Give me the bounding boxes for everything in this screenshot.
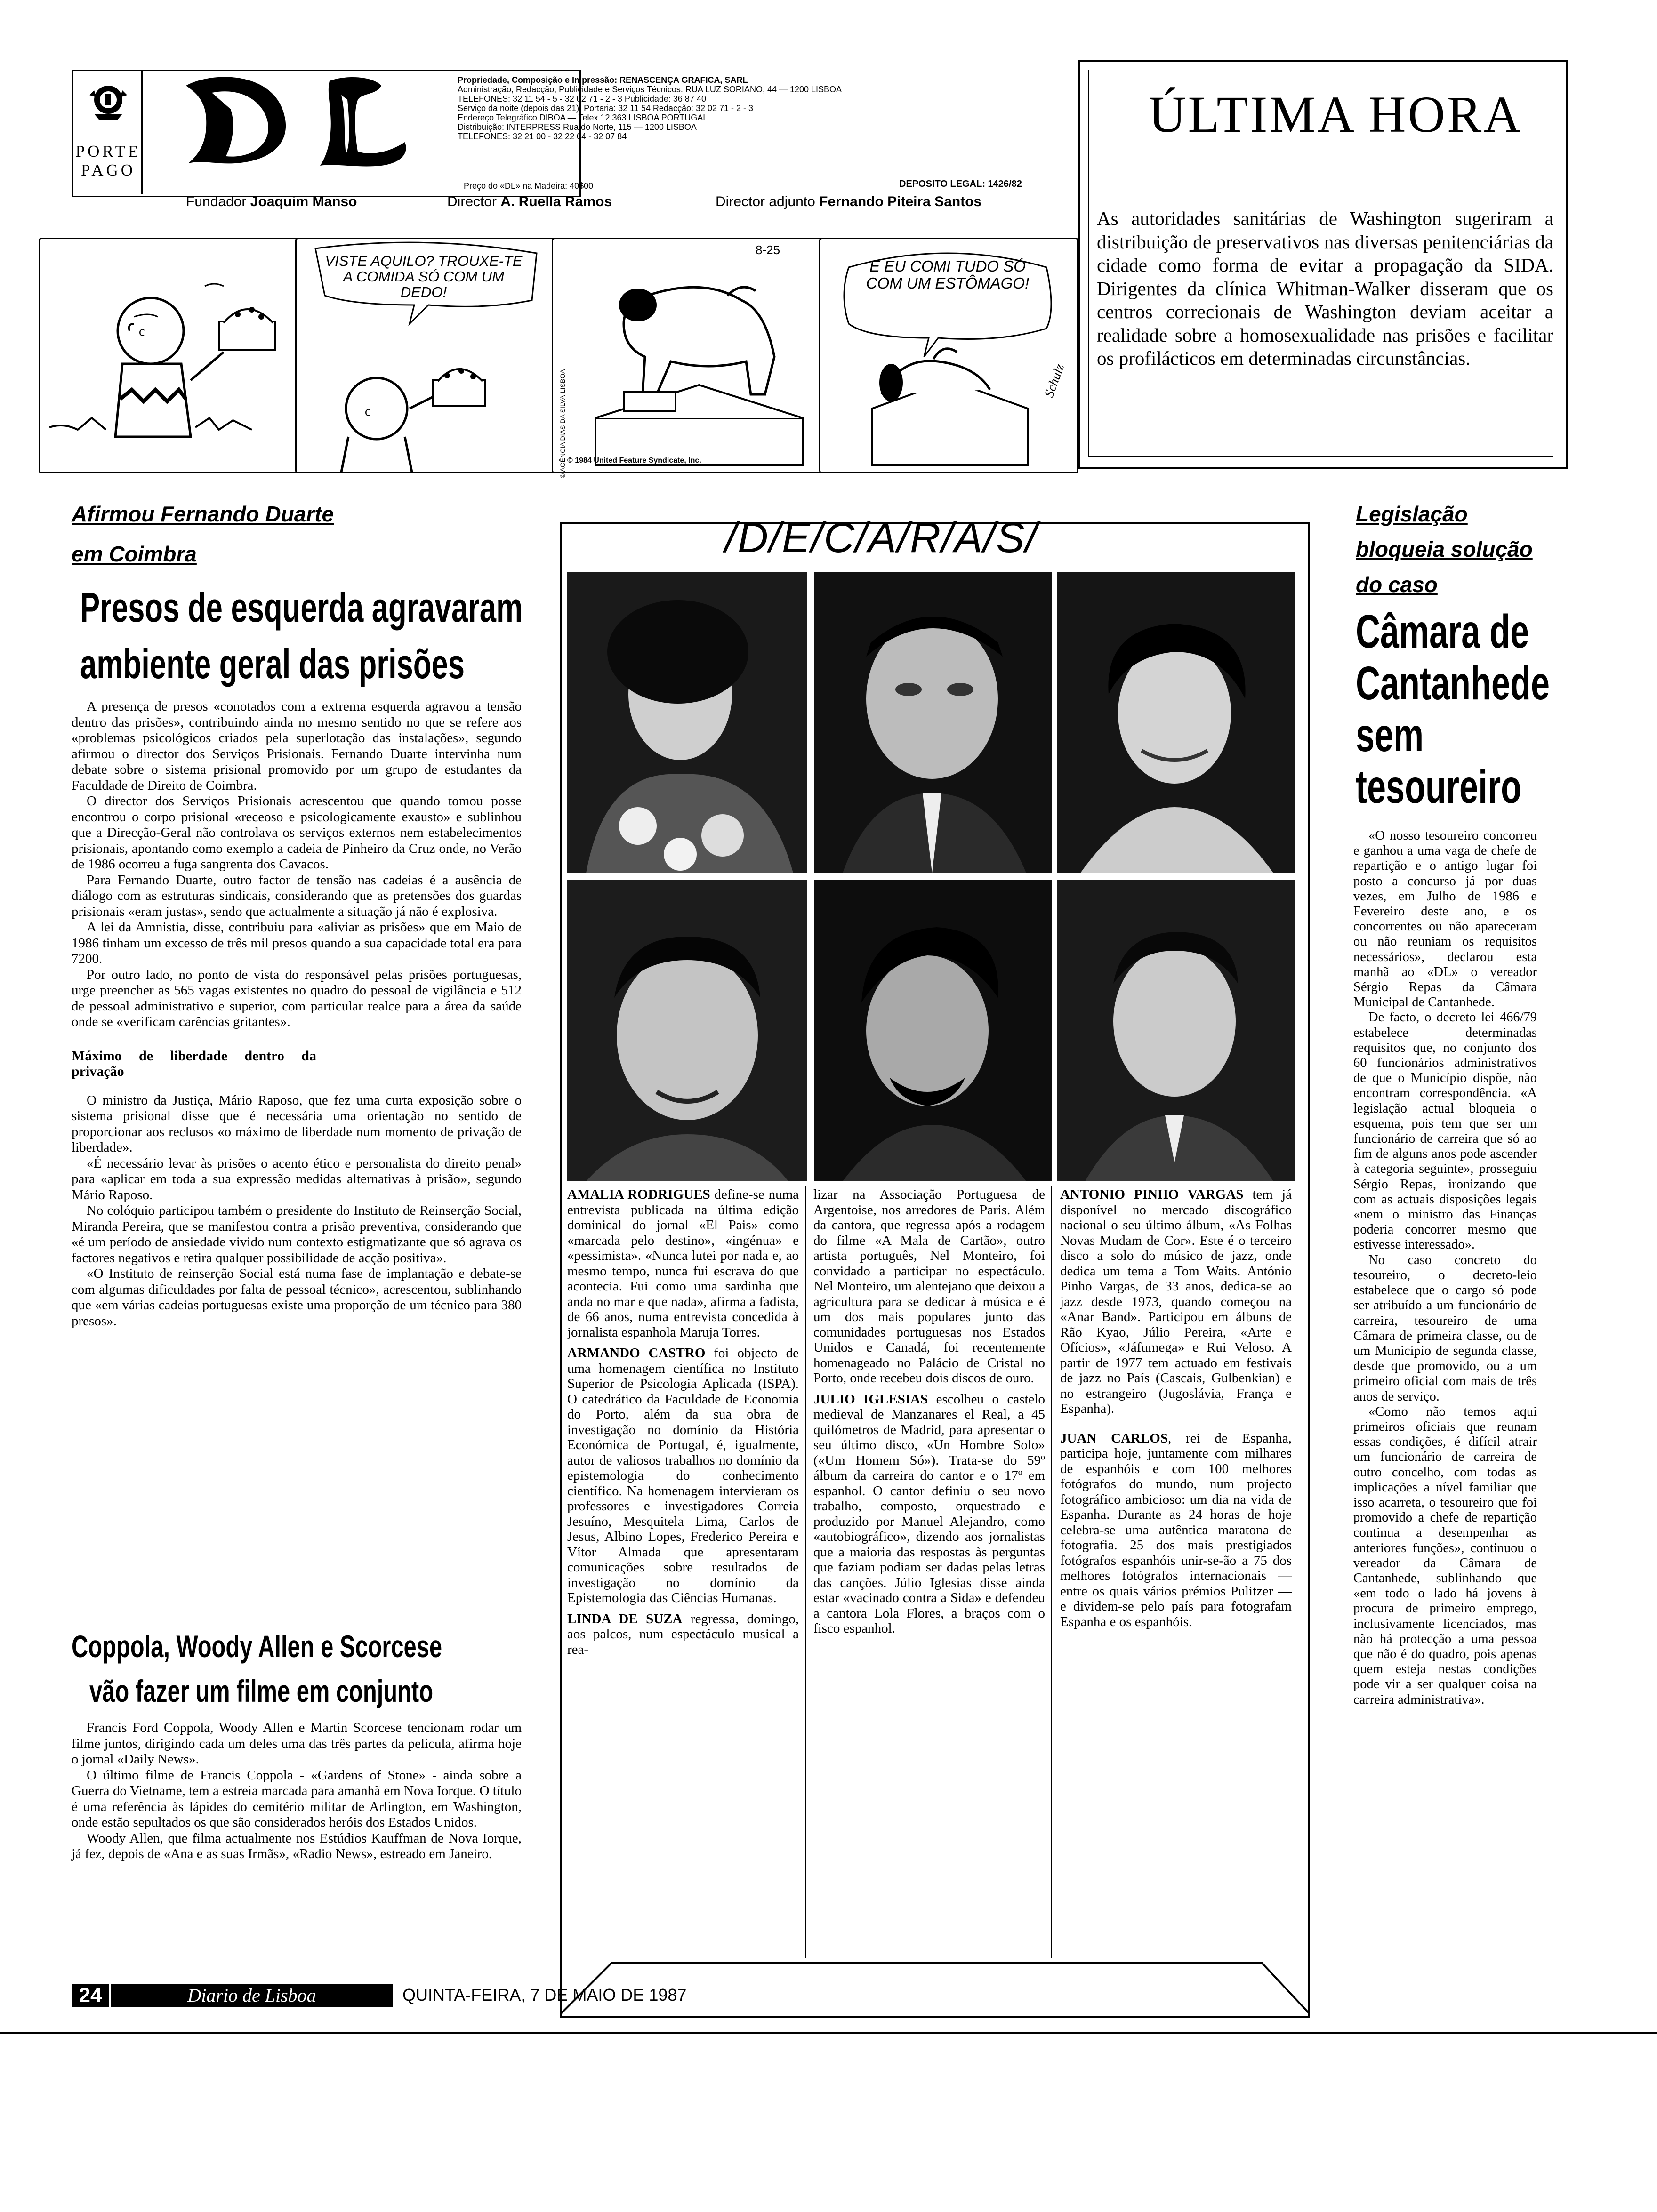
- prisoes-paragraph: Para Fernando Duarte, outro factor de tensão nas cadeias é a ausência de diálogo com as estruturas sindicais, considerando que as pretensões dos guardas prisionais «eram justas», sendo que actualmente a situação já não é explosiva.: [72, 872, 522, 919]
- caras-item: [1060, 1187, 1292, 1417]
- prisoes-headline-1: Presos de esquerda agravaram: [80, 584, 523, 631]
- porte-pago-line1: PORTE: [75, 142, 141, 160]
- publisher-info: [458, 75, 1046, 141]
- masthead-emblem: [85, 76, 132, 123]
- photo-antonio-pinho-vargas: [814, 880, 1052, 1181]
- publisher-line-1: Propriedade, Composição e Impressão: RENASCENÇA GRAFICA, SARL: [458, 75, 748, 85]
- adjunto-label: Director adjunto: [716, 194, 815, 209]
- caras-item-lead: JUAN CARLOS: [1060, 1430, 1168, 1446]
- cantanhede-paragraph: No caso concreto do tesoureiro, o decreto-leio estabelece que o cargo só pode ser atribuído a um funcionário de carreira, tesoureiro de uma Câmara de primeira classe, ou de um Município de segunda classe, desde que promovido, ou a um primeiro oficial com mais de três anos de serviço.: [1353, 1252, 1537, 1404]
- prisoes-paragraph: Por outro lado, no ponto de vista do responsável pelas prisões portuguesas, urge preencher as 565 vagas existentes no quadro do pessoal de vigilância e 512 de pessoal administrativo e superior, com particular realce para a área da saúde onde se «verificam carências gritantes».: [72, 967, 522, 1029]
- prisoes-paragraph: «É necessário levar às prisões o acento ético e personalista do direito penal» para «aplicar em toda a sua expressão medidas alternativas à prisão», segundo Mário Raposo.: [72, 1155, 522, 1202]
- comic-panel-1: [39, 238, 298, 473]
- cantanhede-paragraph: «Como não temos aqui primeiros oficiais que reunam essas condições, é difícil atrair um funcionário de carreira de outro concelho, com todas as implicações a nível familiar que isso acarreta, o tesoureiro que foi promovido a chefe de repartição continua a desempenhar as anteriores funções», continuou o vereador da Câmara de Cantanhede, sublinhando que «em todo o lado há jovens à procura de primeiro emprego, inclusivamente licenciados, mas não há protecção a uma pessoa que não é do quadro, pois apenas quem esteja nestas condições pode vir a ser qualquer coisa na carreira administrativa».: [1353, 1404, 1537, 1707]
- coppola-paragraph: Francis Ford Coppola, Woody Allen e Martin Scorcese tencionam rodar um filme juntos, dirigindo cada um deles uma das três partes da película, afirma hoje o jornal «Daily News».: [72, 1720, 522, 1767]
- prisoes-paragraph: «O Instituto de reinserção Social está numa fase de implantação e debate-se com algumas dificuldades por falta de pessoal técnico», acrescentou, sublinhando que «em várias cadeias portuguesas existe uma proporção de um técnico para 380 presos».: [72, 1266, 522, 1329]
- caras-item-lead: LINDA DE SUZA: [567, 1611, 683, 1627]
- publisher-line-2: Administração, Redacção, Publicidade e Serviços Técnicos: RUA LUZ SORIANO, 44 — 1200 LISBOA: [458, 85, 842, 94]
- porte-pago: [75, 142, 141, 180]
- caras-col-2: [813, 1187, 1045, 1636]
- caras-item-text: lizar na Associação Portuguesa de Argentoise, nos arredores de Paris. Além da cantora, que regressa após a rodagem do filme «A Mala de Cartão», outro artista português, Nel Monteiro, foi convidado a participar no espectáculo. Nel Monteiro, um alentejano que deixou a agricultura para se dedicar à música e é um dos mais populares junto das comunidades portuguesas nos Estados Unidos e Canadá, foi recentemente homenageado no Palácio de Cristal no Porto, onde recebeu dois discos de ouro.: [813, 1187, 1045, 1386]
- director: [447, 194, 612, 210]
- caras-item-lead: JULIO IGLESIAS: [813, 1391, 928, 1407]
- coppola-body: [72, 1720, 522, 1862]
- caras-item: [567, 1187, 799, 1340]
- caras-col-3: [1060, 1187, 1292, 1629]
- prisoes-paragraph: O ministro da Justiça, Mário Raposo, que fez uma curta exposição sobre o sistema prisional disse que é necessária uma orientação no sentido de proporcionar aos reclusos «o máximo de liberdade num momento de privação de liberdade».: [72, 1092, 522, 1155]
- prisoes-paragraph: A presença de presos «conotados com a extrema esquerda agravou a tensão dentro das prisões», contribuindo ainda no mesmo sentido no que se refere aos «problemas psicológicos criados pela superlotação das instalações», segundo afirmou o director dos Serviços Prisionais. Fernando Duarte intervinha num debate sobre o sistema prisional promovido por um grupo de estudantes da Faculdade de Direito de Coimbra.: [72, 699, 522, 793]
- footer-date: QUINTA-FEIRA, 7 DE MAIO DE 1987: [402, 1985, 687, 2004]
- caras-item-text: escolheu o castelo medieval de Manzanares el Real, a 45 quilómetros de Madrid, para apresentar o seu último disco, «Un Hombre Solo» («Um Homem Só»). Trata-se do 59º álbum da carreira do cantor e o 17º em espanhol. O cantor definiu o seu novo trabalho, composto, orquestrado e produzido por Manuel Alejandro, como «autobiográfico», dizendo aos jornalistas que a maioria das respostas às perguntas que faziam podiam ser dadas pelas letras das canções. Júlio Iglesias disse ainda estar «vacinado contra a Sida» e defendeu a cantora Lola Flores, a braços com o fisco espanhol.: [813, 1391, 1045, 1636]
- prisoes-paragraph: O director dos Serviços Prisionais acrescentou que quando tomou posse encontrou o corpo prisional «receoso e psicologicamente exausto» e sublinhou que a Direcção-Geral não controlava os serviços externos nem estabelecimentos prisionais, apontando como exemplo a cadeia de Pinheiro da Cruz onde, no Verão de 1986 ocorreu a fuga sangrenta dos Cavacos.: [72, 793, 522, 872]
- comic-panel-4-text: E EU COMI TUDO SÓ COM UM ESTÔMAGO!: [866, 257, 1030, 292]
- caras-item-text: regressa, domingo, aos palcos, num espectáculo musical a rea-: [567, 1611, 799, 1657]
- comic-syndicate: © 1984 United Feature Syndicate, Inc.: [567, 457, 701, 465]
- cantanhede-kicker-3: do caso: [1356, 572, 1438, 597]
- publisher-line-5: Endereço Telegráfico DIBOA — Telex 12 363 LISBOA PORTUGAL: [458, 113, 708, 122]
- fundador-label: Fundador: [186, 194, 247, 209]
- caras-item: [813, 1187, 1045, 1386]
- fundador-name: Joaquim Manso: [250, 194, 357, 209]
- cantanhede-paragraph: «O nosso tesoureiro concorreu e ganhou a uma vaga de chefe de repartição e o antigo lugar foi posto a concurso já por duas vezes, em Julho de 1986 e Fevereiro deste ano, e os concorrentes ou não apareceram ou não reuniam os requisitos necessários», declarou esta manhã ao «DL» o vereador Sérgio Repas da Câmara Municipal de Cantanhede.: [1353, 828, 1537, 1010]
- caras-col-divider-2: [1051, 1186, 1052, 1958]
- svg-text:c: c: [365, 404, 371, 419]
- prisoes-kicker-2: em Coimbra: [72, 542, 197, 566]
- fundador: [186, 194, 357, 210]
- coppola-paragraph: Woody Allen, que filma actualmente nos Estúdios Kauffman de Nova Iorque, já fez, depois de «Ana e as suas Irmãs», «Radio News», estreado em Janeiro.: [72, 1830, 522, 1861]
- caras-item-text: foi objecto de uma homenagem científica no Instituto Superior de Psicologia Aplicada (ISPA). O catedrático da Faculdade de Economia do Porto, além da sua obra de investigação no domínio da História Económica de Portugal, é, igualmente, autor de valiosos trabalhos no domínio da epistemologia do conhecimento científico. Na homenagem intervieram os professores e investigadores Correia Jesuíno, Mesquitela Lima, Carlos de Jesus, Albino Lopes, Frederico Pereira e Vítor Almada que apresentaram comunicações sobre resultados de investigação no domínio da Epistemologia das Ciências Humanas.: [567, 1346, 799, 1605]
- cantanhede-kicker-1: Legislação: [1356, 502, 1468, 526]
- publisher-line-4: Serviço da noite (depois das 21): Portaria: 32 11 54 Redacção: 32 02 71 - 2 - 3: [458, 104, 754, 113]
- prisoes-headline-2: ambiente geral das prisões: [80, 641, 465, 687]
- page-number: 24: [72, 1984, 109, 2007]
- price: Preço do «DL» na Madeira: 40$00: [464, 181, 594, 191]
- ultima-hora-body: As autoridades sanitárias de Washington sugeriram a distribuição de preservativos nas diversas penitenciárias da cidade como forma de evitar a propagação da SIDA. Dirigentes da clínica Whitman-Walker disseram que os centros correcionais de Washington deviam aceitar a realidade sobre a homosexualidade nas prisões e facilitar os profilácticos em determinadas circunstâncias.: [1097, 208, 1553, 369]
- caras-item-text: define-se numa entrevista publicada na última edição dominical do jornal «El Pais» como «marcada pelo destino», «ingénua» e «pessimista». «Nunca lutei por nada e, ao mesmo tempo, nunca fui escrava do que acontecia. Fui como uma sardinha que anda no mar e que nada», afirma a fadista, de 66 anos, numa entrevista concedida à jornalista espanhola Maruja Torres.: [567, 1187, 799, 1340]
- caras-col-1: [567, 1187, 799, 1657]
- svg-text:c: c: [139, 324, 145, 339]
- comic-panel-3: [552, 238, 822, 478]
- director-name: A. Ruella Ramos: [500, 194, 612, 209]
- publisher-line-7: TELEFONES: 32 21 00 - 32 22 04 - 32 07 84: [458, 132, 627, 141]
- photo-julio-iglesias: [567, 880, 807, 1181]
- cantanhede-kicker-2: bloqueia solução: [1356, 537, 1533, 561]
- caras-col-divider-1: [805, 1186, 806, 1958]
- comic-panel-4: [819, 238, 1078, 473]
- logo-dl: [155, 67, 438, 170]
- deposito-legal: DEPOSITO LEGAL: 1426/82: [899, 179, 1022, 189]
- prisoes-subhead: Máximo de liberdade dentro da privação: [72, 1048, 316, 1079]
- director-label: Director: [447, 194, 497, 209]
- cantanhede-paragraph: De facto, o decreto lei 466/79 estabelece determinadas requisitos que, no conjunto dos 60 funcionários administrativos de que o Município dispõe, não encontram correspondência. «A legislação actual bloqueia o esquema, pois tem que ser um funcionário de carreira que só ao fim de alguns anos pode ascender à categoria seguinte», prosseguiu Sérgio Repas, ironizando que com as actuais disposições legais «nem o ministro das Finanças poderia concorrer mesmo que estivesse interessado».: [1353, 1010, 1537, 1252]
- comic-panel-2-text: VISTE AQUILO? TROUXE-TE A COMIDA SÓ COM UM DEDO!: [325, 253, 523, 300]
- prisoes-kicker-1: Afirmou Fernando Duarte: [72, 502, 334, 526]
- caras-item-lead: ANTONIO PINHO VARGAS: [1060, 1187, 1244, 1202]
- coppola-headline-1: Coppola, Woody Allen e Scorcese: [72, 1629, 442, 1664]
- cantanhede-headline-1: Câmara de: [1356, 605, 1529, 658]
- prisoes-paragraph: No colóquio participou também o presidente do Instituto de Reinserção Social, Miranda Pereira, que se manifestou contra a prisão preventiva, considerando que «é um período de ansiedade vivido num contexto estigmatizante que só agrava os factores negativos e retira qualquer possibilidade de acção positiva».: [72, 1203, 522, 1266]
- coppola-headline-2: vão fazer um filme em conjunto: [89, 1674, 434, 1708]
- comic-panel-2: [295, 238, 555, 473]
- prisoes-paragraph: A lei da Amnistia, disse, contribuiu para «aliviar as prisões» que em Maio de 1986 tinham um excesso de três mil presos quando a sua capacidade total era para 7200.: [72, 920, 522, 966]
- caras-item: [813, 1392, 1045, 1636]
- photo-amalia-rodrigues: [567, 572, 807, 873]
- photo-juan-carlos: [1057, 880, 1295, 1181]
- caras-item: [567, 1611, 799, 1658]
- caras-item: [567, 1346, 799, 1606]
- publisher-line-3: TELEFONES: 32 11 54 - 5 - 32 02 71 - 2 - 3 Publicidade: 36 87 40: [458, 94, 706, 104]
- adjunto-name: Fernando Piteira Santos: [819, 194, 982, 209]
- photo-linda-de-suza: [1057, 572, 1295, 873]
- caras-title: /D/E/C/A/R/A/S/: [725, 514, 1038, 561]
- coppola-paragraph: O último filme de Francis Coppola - «Gardens of Stone» - ainda sobre a Guerra do Vietname, tem a estreia marcada para amanhã em Nova Iorque. O título é uma referência às lápides do cemitério militar de Arlington, em Washington, onde estão sepultados os que são considerados heróis dos Estados Unidos.: [72, 1767, 522, 1830]
- comic-credit: © AGÊNCIA DIAS DA SILVA-LISBOA: [559, 369, 566, 478]
- photo-armando-castro: [814, 572, 1052, 873]
- caras-item-lead: AMALIA RODRIGUES: [567, 1187, 710, 1202]
- cantanhede-headline-2: Cantanhede: [1356, 657, 1550, 710]
- cantanhede-body: [1353, 828, 1537, 1707]
- porte-pago-line2: PAGO: [80, 161, 136, 179]
- ultima-hora-title: ÚLTIMA HORA: [1149, 86, 1523, 143]
- footer-rule: [0, 2032, 1657, 2034]
- caras-item-text: , rei de Espanha, participa hoje, juntamente com milhares de espanhóis e com 100 melhores fotógrafos do mundo, num projecto fotográfico ambicioso: um dia na vida de Espanha. Durante as 24 horas de hoje celebra-se uma autêntica maratona de fotografia. 25 dos mais prestigiados fotógrafos espanhóis unir-se-ão a 75 dos melhores fotógrafos internacionais — entre os quais vários prémios Pulitzer — e dividem-se pelo país para fotografam Espanha e os espanhóis.: [1060, 1430, 1292, 1629]
- cantanhede-headline-3: sem: [1356, 709, 1424, 761]
- caras-item-lead: ARMANDO CASTRO: [567, 1346, 706, 1361]
- cantanhede-headline-4: tesoureiro: [1356, 761, 1522, 813]
- footer-paper-name: Diario de Lisboa: [111, 1984, 393, 2007]
- comic-signature: Schulz: [1042, 362, 1068, 400]
- director-adjunto: [716, 194, 981, 210]
- comic-date: 8-25: [756, 243, 780, 257]
- caras-item-text: tem já disponível no mercado discográfico nacional o seu último álbum, «As Folhas Novas Mudam de Cor». Este é o terceiro disco a solo do músico de jazz, onde dedica um tema a Tom Waits. António Pinho Vargas, de 33 anos, dedica-se ao jazz desde 1973, quando começou na «Anar Band». Participou em álbuns de Rão Kyao, Júlio Pereira, «Arte e Ofícios», «Jáfumega» e Rui Veloso. A partir de 1977 tem actuado em festivais de jazz no País (Cascais, Gulbenkian) e no estrangeiro (Jugoslávia, França e Espanha).: [1060, 1187, 1292, 1416]
- caras-item: [1060, 1431, 1292, 1630]
- porte-pago-divider: [141, 71, 143, 194]
- publisher-line-6: Distribuição: INTERPRESS Rua do Norte, 115 — 1200 LISBOA: [458, 122, 697, 132]
- prisoes-body: [72, 699, 522, 1329]
